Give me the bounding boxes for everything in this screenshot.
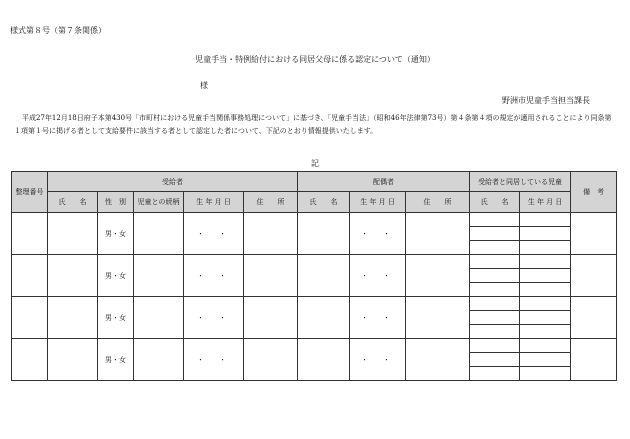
header-spouse-name: 氏 名 — [298, 192, 350, 213]
child-birthdate-cell[interactable] — [520, 367, 571, 381]
spouse-birthdate-cell[interactable]: ・ ・ — [350, 297, 406, 339]
header-remarks: 備 考 — [571, 172, 617, 213]
recipient-table — [11, 171, 617, 381]
child-name-cell[interactable] — [470, 311, 520, 325]
recipient-gender-cell[interactable]: 男・女 — [98, 213, 134, 255]
remarks-cell[interactable] — [571, 339, 617, 381]
spouse-address-cell[interactable] — [406, 255, 470, 297]
remarks-cell[interactable] — [571, 213, 617, 255]
recipient-relation-cell[interactable] — [134, 213, 184, 255]
spouse-address-cell[interactable] — [406, 297, 470, 339]
body-paragraph: 平成27年12月18日府子本第430号「市町村における児童手当関係事務処理について」に基づき、「児童手当法」（昭和46年法律第73号）第４条第４項の規定が適用されることにより同条第１項第１号に掲げる者として支給要件に該当する者として認定した者について、下記のとおり情報提供いたします。 — [14, 114, 612, 135]
header-spouse-birthdate: 生 年 月 日 — [350, 192, 406, 213]
child-name-cell[interactable] — [470, 255, 520, 269]
child-name-cell[interactable] — [470, 325, 520, 339]
child-birthdate-cell[interactable] — [520, 325, 571, 339]
child-name-cell[interactable] — [470, 213, 520, 227]
child-birthdate-cell[interactable] — [520, 297, 571, 311]
recipient-address-cell[interactable] — [244, 339, 298, 381]
recipient-birthdate-cell[interactable]: ・ ・ — [184, 339, 244, 381]
recipient-name-cell[interactable] — [48, 297, 98, 339]
spouse-name-cell[interactable] — [298, 339, 350, 381]
recipient-name-cell[interactable] — [48, 339, 98, 381]
spouse-name-cell[interactable] — [298, 213, 350, 255]
header-spouse: 配偶者 — [298, 172, 470, 192]
recipient-birthdate-cell[interactable]: ・ ・ — [184, 297, 244, 339]
form-label: 様式第８号（第７条関係） — [10, 26, 106, 35]
spouse-birthdate-cell[interactable]: ・ ・ — [350, 213, 406, 255]
ki-heading: 記 — [311, 159, 319, 168]
recipient-address-cell[interactable] — [244, 213, 298, 255]
recipient-birthdate-cell[interactable]: ・ ・ — [184, 213, 244, 255]
recipient-birthdate-cell[interactable]: ・ ・ — [184, 255, 244, 297]
header-recipient-name: 氏 名 — [48, 192, 98, 213]
child-name-cell[interactable] — [470, 339, 520, 353]
header-cohabiting-child: 受給者と同居している児童 — [470, 172, 571, 192]
child-birthdate-cell[interactable] — [520, 311, 571, 325]
header-serial-number: 整理番号 — [12, 172, 48, 213]
header-recipient-gender: 性 別 — [98, 192, 134, 213]
child-birthdate-cell[interactable] — [520, 269, 571, 283]
recipient-name-cell[interactable] — [48, 213, 98, 255]
header-recipient-relation: 児童との続柄 — [134, 192, 184, 213]
header-recipient-birthdate: 生 年 月 日 — [184, 192, 244, 213]
recipient-name-cell[interactable] — [48, 255, 98, 297]
child-birthdate-cell[interactable] — [520, 283, 571, 297]
child-name-cell[interactable] — [470, 367, 520, 381]
header-recipient: 受給者 — [48, 172, 298, 192]
spouse-birthdate-cell[interactable]: ・ ・ — [350, 255, 406, 297]
header-child-birthdate: 生 年 月 日 — [520, 192, 571, 213]
serial-cell[interactable] — [12, 339, 48, 381]
document-title: 児童手当・特例給付における同居父母に係る認定について（通知） — [195, 55, 435, 64]
child-birthdate-cell[interactable] — [520, 353, 571, 367]
spouse-name-cell[interactable] — [298, 255, 350, 297]
recipient-relation-cell[interactable] — [134, 255, 184, 297]
serial-cell[interactable] — [12, 213, 48, 255]
spouse-address-cell[interactable] — [406, 213, 470, 255]
header-recipient-address: 住 所 — [244, 192, 298, 213]
spouse-name-cell[interactable] — [298, 297, 350, 339]
recipient-gender-cell[interactable]: 男・女 — [98, 339, 134, 381]
header-child-name: 氏 名 — [470, 192, 520, 213]
spouse-address-cell[interactable] — [406, 339, 470, 381]
serial-cell[interactable] — [12, 297, 48, 339]
serial-cell[interactable] — [12, 255, 48, 297]
child-name-cell[interactable] — [470, 241, 520, 255]
spouse-birthdate-cell[interactable]: ・ ・ — [350, 339, 406, 381]
child-birthdate-cell[interactable] — [520, 213, 571, 227]
recipient-gender-cell[interactable]: 男・女 — [98, 297, 134, 339]
header-spouse-address: 住 所 — [406, 192, 470, 213]
remarks-cell[interactable] — [571, 297, 617, 339]
recipient-gender-cell[interactable]: 男・女 — [98, 255, 134, 297]
child-birthdate-cell[interactable] — [520, 227, 571, 241]
child-birthdate-cell[interactable] — [520, 339, 571, 353]
child-name-cell[interactable] — [470, 297, 520, 311]
child-birthdate-cell[interactable] — [520, 255, 571, 269]
child-name-cell[interactable] — [470, 227, 520, 241]
remarks-cell[interactable] — [571, 255, 617, 297]
recipient-address-cell[interactable] — [244, 255, 298, 297]
recipient-relation-cell[interactable] — [134, 339, 184, 381]
sender-name: 野洲市児童手当担当課長 — [502, 96, 590, 105]
child-name-cell[interactable] — [470, 283, 520, 297]
child-birthdate-cell[interactable] — [520, 241, 571, 255]
addressee-suffix: 様 — [200, 81, 208, 90]
child-name-cell[interactable] — [470, 269, 520, 283]
recipient-address-cell[interactable] — [244, 297, 298, 339]
recipient-relation-cell[interactable] — [134, 297, 184, 339]
child-name-cell[interactable] — [470, 353, 520, 367]
